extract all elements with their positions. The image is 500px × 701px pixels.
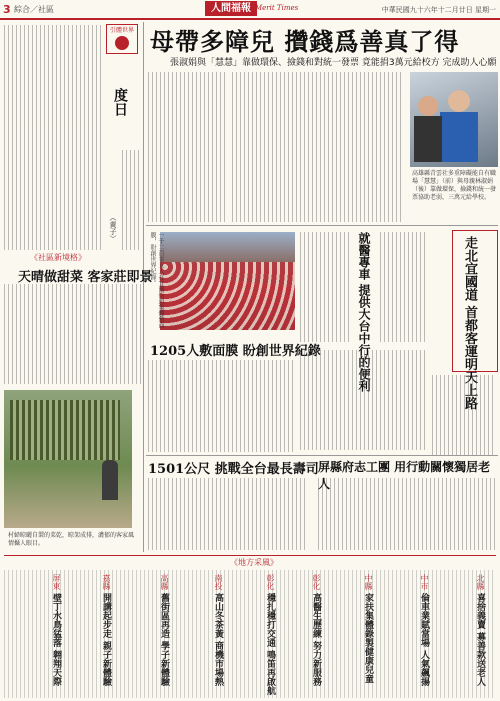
elder-story-text bbox=[318, 478, 496, 550]
local-story-headline: 穩扎穩打交通 鳴笛再啟航 bbox=[265, 592, 275, 696]
local-story-tag: 嘉縣 bbox=[102, 574, 111, 590]
race-story-headline bbox=[148, 458, 319, 477]
column-badge-icon bbox=[115, 36, 129, 50]
race-headline-text: 公尺 挑戰全台最長壽司 bbox=[184, 462, 319, 477]
local-story-tag: 屏東 bbox=[52, 574, 61, 590]
center-story-text bbox=[148, 360, 296, 452]
local-section-rule bbox=[4, 555, 496, 556]
section-label: 《社區新境格》 bbox=[30, 253, 86, 262]
center-headline-number: 1205 bbox=[150, 344, 187, 359]
left-photo-caption: 村婦晾曬自製的菜乾，晾架成排，濃郁的客家風情攝人眼目。 bbox=[8, 532, 135, 547]
local-story-headline: 舊街區再造 學子新體驗 bbox=[159, 592, 169, 687]
local-story-headline: 倫車業賦當場 人氣飆揚 bbox=[419, 592, 429, 687]
column-tag: 引體世界 bbox=[109, 27, 134, 34]
local-story bbox=[264, 574, 277, 695]
local-story-tag: 北縣 bbox=[476, 574, 485, 590]
main-story-text-2 bbox=[148, 72, 228, 222]
mid-story-text bbox=[300, 350, 428, 450]
local-story-headline: 高醫生歷練 努力新服務 bbox=[311, 592, 321, 687]
train-story-headline: 就醫專車 提供大台中行的便利 bbox=[357, 232, 371, 393]
train-story-text-2 bbox=[380, 232, 428, 342]
main-story-text bbox=[232, 72, 404, 222]
page-number: 3 bbox=[3, 3, 11, 16]
road-story-headline: 走北宜國道 首都客運明天上路 bbox=[462, 236, 477, 410]
main-subhead: 張淑娟與「慧慧」靠做環保、撿錢和對統一發票 竟能捐3萬元給校方 完成助人心願 bbox=[170, 58, 497, 68]
train-story-text bbox=[300, 232, 352, 342]
main-story-photo bbox=[410, 72, 498, 167]
local-story-headline: 高山冬茶黃 商機市場熱 bbox=[213, 592, 223, 687]
section-name: 綜合／社區 bbox=[14, 5, 54, 14]
left-story-text bbox=[4, 284, 142, 384]
center-crowd-photo bbox=[160, 232, 295, 330]
local-story-headline: 壁丁水鳥猛落 翱翔天際 bbox=[51, 592, 61, 687]
column-signature: （黄子） bbox=[109, 214, 117, 242]
local-story bbox=[100, 574, 113, 686]
main-photo-caption: 高雄縣青雲社多重障礙能自有職場「慧慧」（前）與母親林淑娟（後）靠做環保，撿錢和統一發票協助老弱，三萬元給學校。 bbox=[412, 170, 497, 201]
column-divider bbox=[143, 22, 144, 552]
local-story bbox=[50, 574, 63, 686]
local-story-headline: 喜捨義賣 募善款送老人 bbox=[475, 592, 485, 687]
center-photo-caption: 一千二百零五人在宜蘭街頭集體敷面膜，盼創世界紀錄。 bbox=[149, 232, 164, 328]
local-story-tag: 中縣 bbox=[364, 574, 373, 590]
race-story-text bbox=[148, 478, 308, 550]
road-story-text bbox=[432, 375, 496, 455]
local-story-headline: 開講起步走 親子新體驗 bbox=[101, 592, 111, 687]
main-headline: 母帶多障兒 攢錢爲善真了得 bbox=[150, 27, 460, 56]
sidebar-text-block bbox=[4, 25, 102, 250]
local-story-tag: 中市 bbox=[420, 574, 429, 590]
local-story bbox=[212, 574, 225, 686]
sidebar-text-block-2 bbox=[122, 150, 140, 250]
local-story bbox=[474, 574, 487, 686]
local-story-tag: 彰化 bbox=[266, 574, 275, 590]
local-story-tag: 南投 bbox=[214, 574, 223, 590]
local-story bbox=[362, 574, 375, 683]
local-section-label: 《地方采風》 bbox=[230, 558, 278, 567]
center-story-headline bbox=[150, 340, 321, 359]
local-story-tag: 高縣 bbox=[160, 574, 169, 590]
local-story bbox=[158, 574, 171, 686]
local-stories-area bbox=[4, 570, 496, 698]
column-logo bbox=[106, 24, 138, 54]
left-story-photo bbox=[4, 390, 132, 528]
local-story-tag: 彰化 bbox=[312, 574, 321, 590]
center-headline-text: 人敷面膜 盼創世界紀錄 bbox=[186, 344, 321, 359]
column-title: 度日 bbox=[112, 88, 128, 116]
lower-divider bbox=[146, 455, 498, 456]
left-story-headline: 天晴做甜菜 客家莊即景 bbox=[18, 270, 153, 285]
local-story-headline: 家扶集體錄製健康兒童 bbox=[363, 592, 373, 683]
race-headline-number: 1501 bbox=[148, 462, 185, 477]
issue-date: 中華民國九十六年十二月廿日 星期一 bbox=[381, 6, 496, 14]
newspaper-logo-sub: Merit Times bbox=[255, 4, 299, 12]
local-story bbox=[418, 574, 431, 686]
main-story-divider bbox=[146, 225, 498, 226]
newspaper-logo: 人間福報 bbox=[205, 1, 257, 16]
elder-story-headline: 屏縣府志工團 用行動關懷獨居老人 bbox=[318, 460, 491, 491]
local-story bbox=[310, 574, 323, 686]
